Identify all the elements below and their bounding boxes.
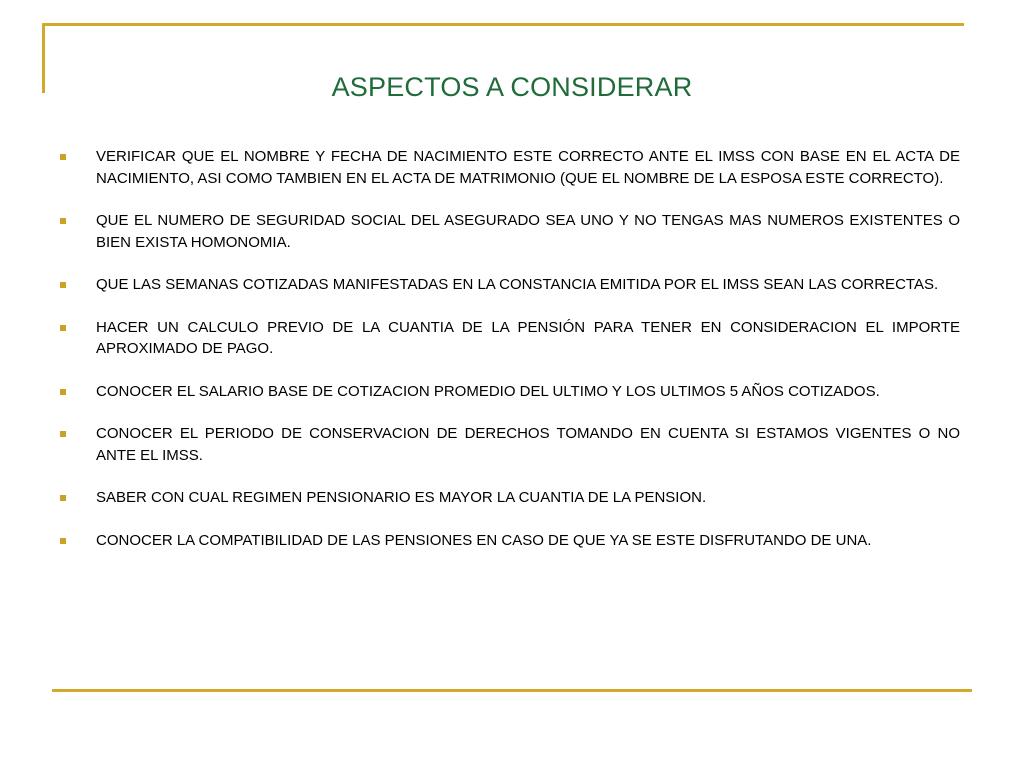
square-bullet-icon bbox=[60, 389, 66, 395]
list-item bbox=[58, 210, 960, 253]
list-item bbox=[58, 146, 960, 189]
list-item-text: CONOCER EL SALARIO BASE DE COTIZACION PROMEDIO DEL ULTIMO Y LOS ULTIMOS 5 AÑOS COTIZADOS. bbox=[96, 382, 880, 400]
square-bullet-icon bbox=[60, 431, 66, 437]
frame-bottom-rule bbox=[52, 689, 972, 692]
list-item-text: QUE LAS SEMANAS COTIZADAS MANIFESTADAS EN LA CONSTANCIA EMITIDA POR EL IMSS SEAN LAS CORRECTAS. bbox=[96, 276, 939, 293]
list-item-text: SABER CON CUAL REGIMEN PENSIONARIO ES MAYOR LA CUANTIA DE LA PENSION. bbox=[96, 489, 707, 506]
square-bullet-icon bbox=[60, 218, 66, 224]
list-item bbox=[58, 274, 960, 296]
list-item-text: CONOCER EL PERIODO DE CONSERVACION DE DERECHOS TOMANDO EN CUENTA SI ESTAMOS VIGENTES O NO ANTE EL IMSS. bbox=[96, 425, 960, 464]
frame-top-rule bbox=[42, 23, 964, 26]
square-bullet-icon bbox=[60, 495, 66, 501]
list-item bbox=[58, 487, 960, 509]
square-bullet-icon bbox=[60, 538, 66, 544]
square-bullet-icon bbox=[60, 154, 66, 160]
list-item-text: QUE EL NUMERO DE SEGURIDAD SOCIAL DEL ASEGURADO SEA UNO Y NO TENGAS MAS NUMEROS EXISTENTES O BIEN EXISTA HOMONOMIA. bbox=[96, 212, 960, 251]
bullet-list bbox=[58, 146, 960, 572]
square-bullet-icon bbox=[60, 325, 66, 331]
list-item-text: CONOCER LA COMPATIBILIDAD DE LAS PENSIONES EN CASO DE QUE YA SE ESTE DISFRUTANDO DE UNA. bbox=[96, 531, 872, 549]
square-bullet-icon bbox=[60, 282, 66, 288]
list-item-text: HACER UN CALCULO PREVIO DE LA CUANTIA DE LA PENSIÓN PARA TENER EN CONSIDERACION EL IMPORTE APROXIMADO DE PAGO. bbox=[96, 318, 960, 357]
list-item-text: VERIFICAR QUE EL NOMBRE Y FECHA DE NACIMIENTO ESTE CORRECTO ANTE EL IMSS CON BASE EN EL ACTA DE NACIMIENTO, ASI COMO TAMBIEN EN EL ACTA DE MATRIMONIO (QUE EL NOMBRE DE LA ESPOSA ESTE CORRECTO). bbox=[96, 148, 960, 187]
slide-title: ASPECTOS A CONSIDERAR bbox=[331, 72, 693, 102]
list-item bbox=[58, 423, 960, 466]
list-item bbox=[58, 381, 960, 403]
list-item bbox=[58, 317, 960, 360]
list-item bbox=[58, 530, 960, 552]
